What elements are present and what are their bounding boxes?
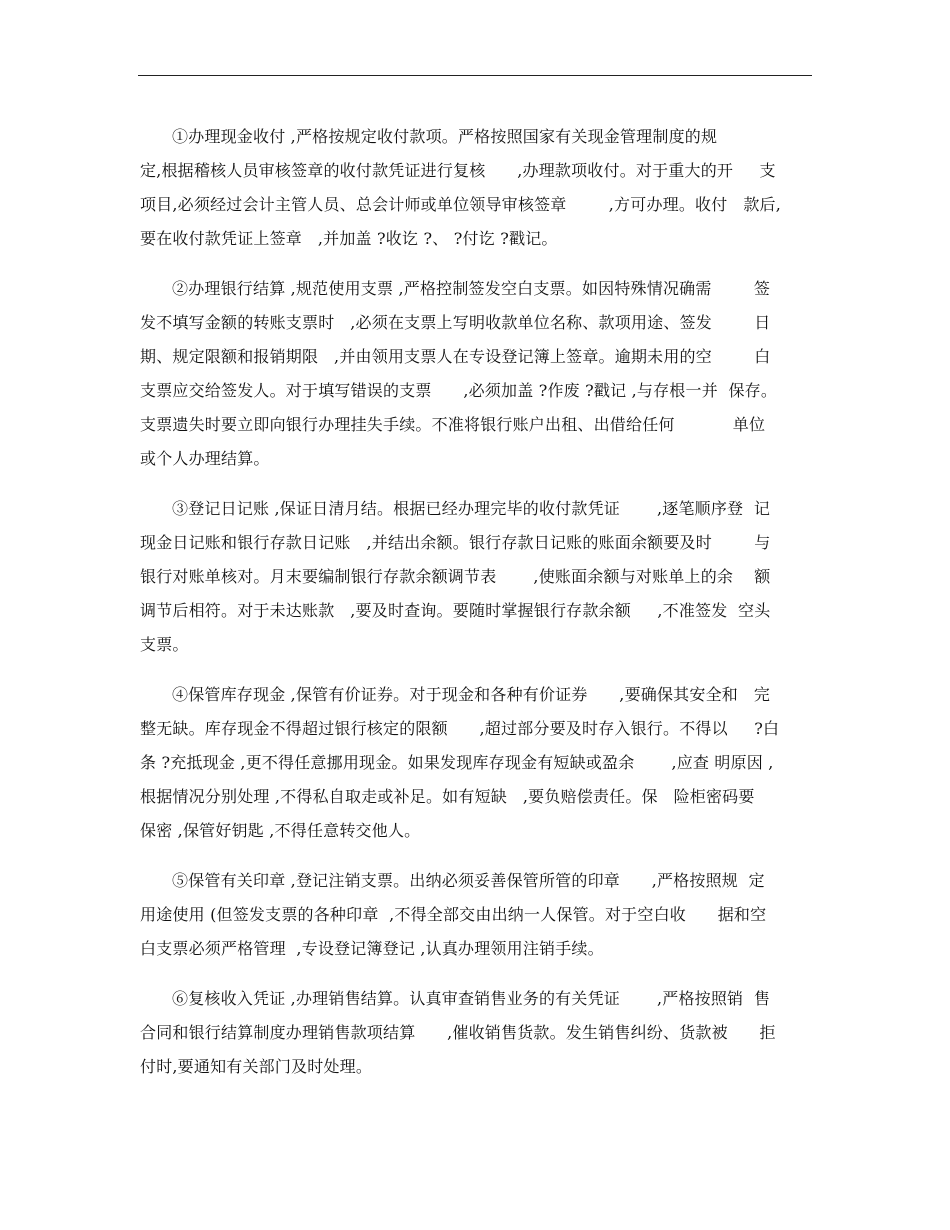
text-line: ⑤保管有关印章 ,登记注销支票。出纳必须妥善保管所管的印章 ,严格按照规 定 xyxy=(172,871,765,890)
paragraph-5 xyxy=(140,864,808,966)
text-line: 项目,必须经过会计主管人员、总会计师或单位领导审核签章 ,方可办理。收付 款后, xyxy=(140,195,782,214)
text-line: 根据情况分别处理 ,不得私自取走或补足。如有短缺 ,要负赔偿责任。保 险柜密码要 xyxy=(140,787,755,806)
text-line: 发不填写金额的转账支票时 ,必须在支票上写明收款单位名称、款项用途、签发 日 xyxy=(140,313,771,332)
text-line: 支票应交给签发人。对于填写错误的支票 ,必须加盖 ?作废 ?戳记 ,与存根一并 保存。 xyxy=(140,381,778,400)
paragraph-2 xyxy=(140,272,808,476)
text-line: ②办理银行结算 ,规范使用支票 ,严格控制签发空白支票。如因特殊情况确需 签 xyxy=(172,279,771,298)
text-line: 用途使用 (但签发支票的各种印章 ,不得全部交由出纳一人保管。对于空白收 据和空 xyxy=(140,905,767,924)
text-line: 付时,要通知有关部门及时处理。 xyxy=(140,1057,373,1076)
text-line: 或个人办理结算。 xyxy=(140,449,270,468)
text-line: 保密 ,保管好钥匙 ,不得任意转交他人。 xyxy=(140,821,421,840)
paragraph-6 xyxy=(140,982,808,1084)
text-line: 合同和银行结算制度办理销售款项结算 ,催收销售货款。发生销售纠纷、货款被 拒 xyxy=(140,1023,776,1042)
text-line: ③登记日记账 ,保证日清月结。根据已经办理完毕的收付款凭证 ,逐笔顺序登 记 xyxy=(172,499,771,518)
text-line: ①办理现金收付 ,严格按规定收付款项。严格按照国家有关现金管理制度的规 xyxy=(172,127,718,146)
text-line: 期、规定限额和报销期限 ,并由领用支票人在专设登记簿上签章。逾期未用的空 白 xyxy=(140,347,771,366)
text-line: 白支票必须严格管理 ,专设登记簿登记 ,认真办理领用注销手续。 xyxy=(140,939,604,958)
document-body xyxy=(140,120,808,1100)
text-line: ④保管库存现金 ,保管有价证券。对于现金和各种有价证券 ,要确保其安全和 完 xyxy=(172,685,771,704)
text-line: 整无缺。库存现金不得超过银行核定的限额 ,超过部分要及时存入银行。不得以 ?白 xyxy=(140,719,780,738)
header-rule xyxy=(138,75,812,76)
text-line: 条 ?充抵现金 ,更不得任意挪用现金。如果发现库存现金有短缺或盈余 ,应查 明原因 , xyxy=(140,753,774,772)
text-line: 支票。 xyxy=(140,635,189,654)
text-line: 银行对账单核对。月末要编制银行存款余额调节表 ,使账面余额与对账单上的余 额 xyxy=(140,567,771,586)
text-line: 要在收付款凭证上签章 ,并加盖 ?收讫 ?、 ?付讫 ?戳记。 xyxy=(140,229,558,248)
paragraph-3 xyxy=(140,492,808,662)
text-line: 定,根据稽核人员审核签章的收付款凭证进行复核 ,办理款项收付。对于重大的开 支 xyxy=(140,161,776,180)
text-line: 调节后相符。对于未达账款 ,要及时查询。要随时掌握银行存款余额 ,不准签发 空头 xyxy=(140,601,771,620)
text-line: ⑥复核收入凭证 ,办理销售结算。认真审查销售业务的有关凭证 ,严格按照销 售 xyxy=(172,989,771,1008)
text-line: 支票遗失时要立即向银行办理挂失手续。不准将银行账户出租、出借给任何 单位 xyxy=(140,415,766,434)
paragraph-1 xyxy=(140,120,808,256)
paragraph-4 xyxy=(140,678,808,848)
text-line: 现金日记账和银行存款日记账 ,并结出余额。银行存款日记账的账面余额要及时 与 xyxy=(140,533,771,552)
